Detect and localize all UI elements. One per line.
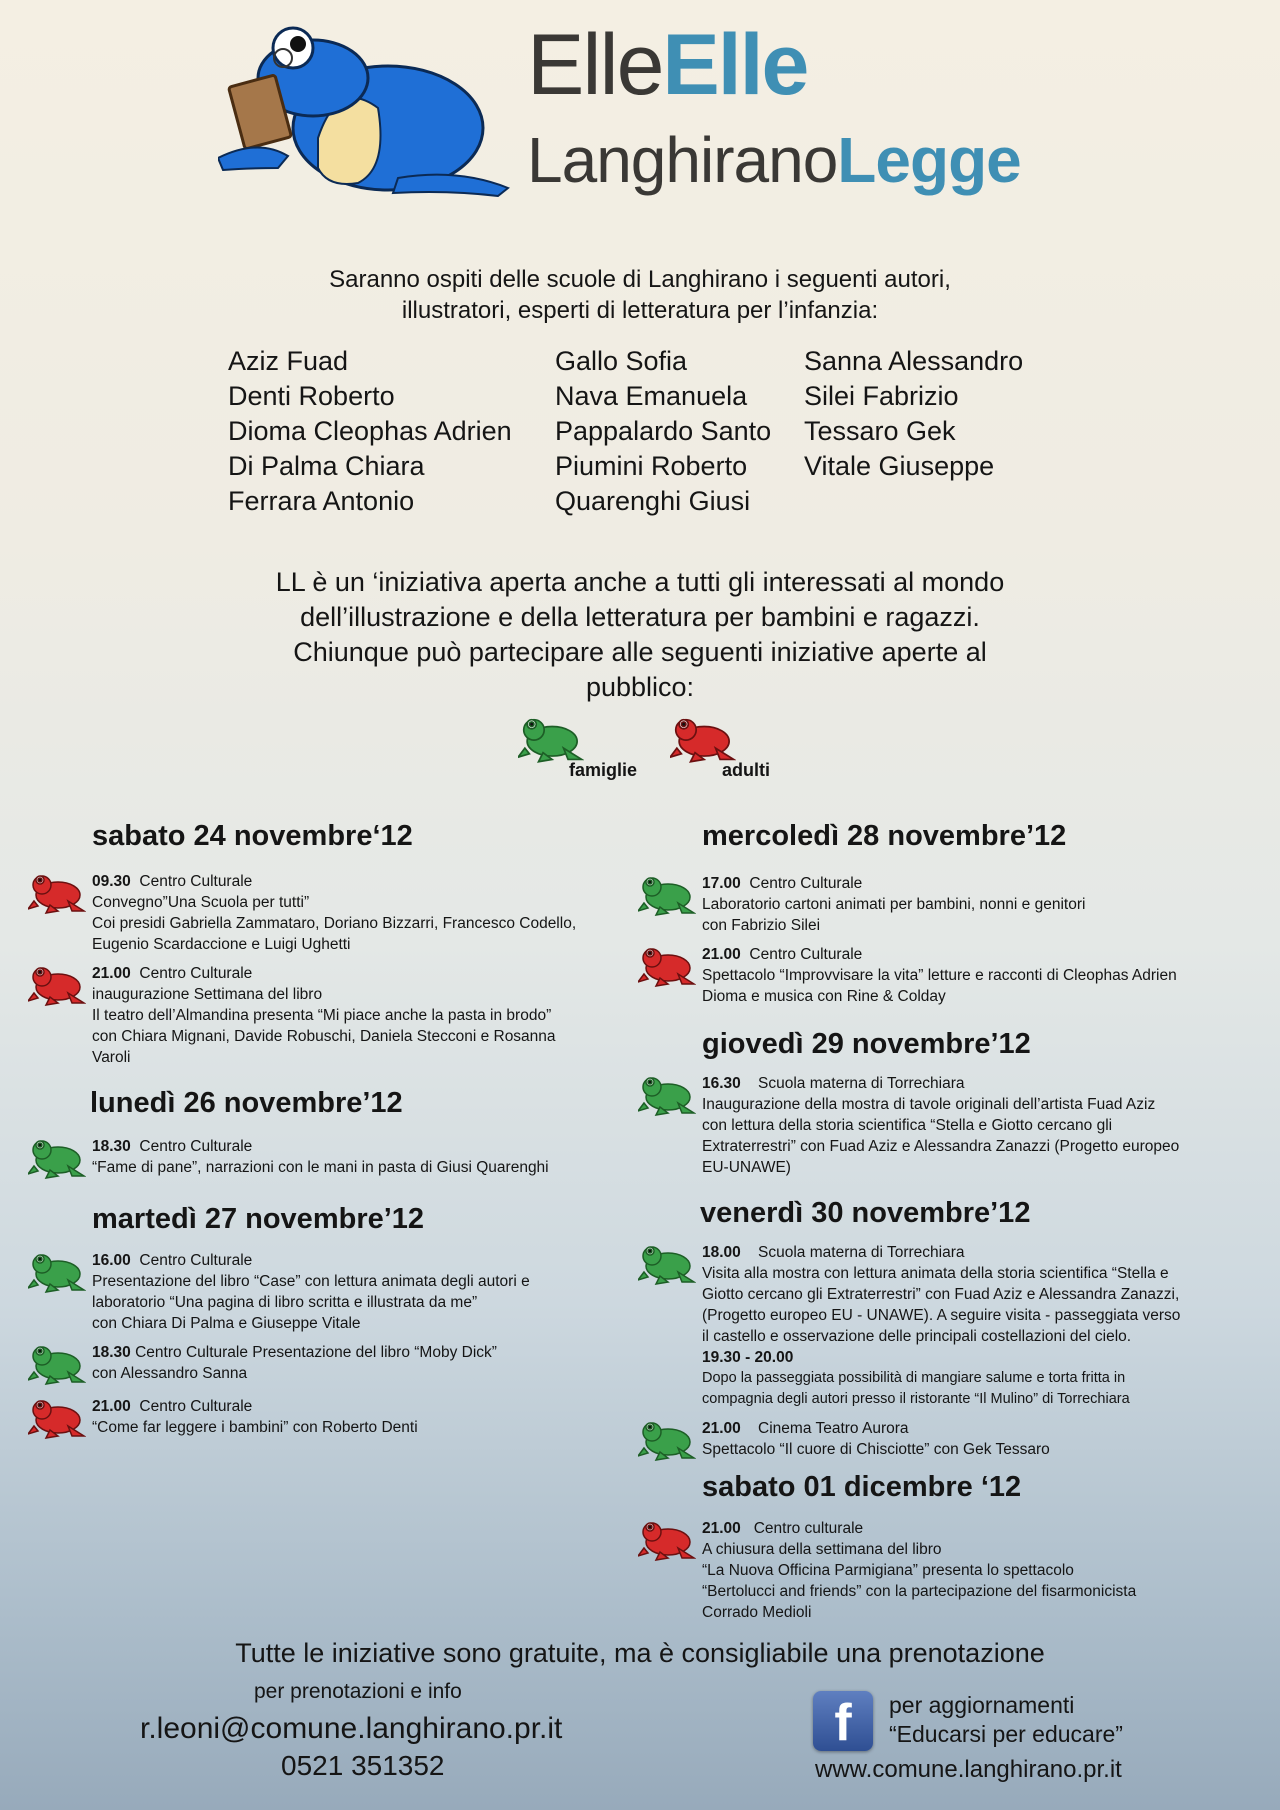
event-description: Spettacolo “Il cuore di Chisciotte” con Gek Tessaro xyxy=(702,1441,1050,1458)
author-name: Ferrara Antonio xyxy=(228,486,415,516)
event-item xyxy=(92,1396,692,1438)
event-item xyxy=(92,1136,692,1178)
event-description: con Alessandro Sanna xyxy=(92,1365,248,1382)
brand-title-part2: Elle xyxy=(662,17,808,113)
brand-title xyxy=(527,17,808,113)
event-place: Centro Culturale Presentazione del libro “Moby Dick” xyxy=(135,1344,497,1361)
event-description: “Fame di pane”, narrazioni con le mani in pasta di Giusi Quarenghi xyxy=(92,1159,549,1176)
open-line: LL è un ‘iniziativa aperta anche a tutti gli interessati al mondo xyxy=(275,567,1005,597)
green-frog-icon xyxy=(28,1342,86,1386)
event-time: 21.00 xyxy=(702,1520,741,1537)
event-description: Convegno”Una Scuola per tutti” Coi presidi Gabriella Zammataro, Doriano Bizzarri, Francesco Codello, Eugenio Scardaccione e Luigi Ughetti xyxy=(92,894,577,953)
footer-updates-line: per aggiornamenti xyxy=(889,1692,1075,1718)
green-frog-icon xyxy=(28,1136,86,1180)
event-item xyxy=(92,871,692,955)
red-frog-icon xyxy=(28,871,86,915)
author-name: Tessaro Gek xyxy=(804,416,956,446)
green-frog-icon xyxy=(638,1418,696,1462)
day-title: martedì 27 novembre’12 xyxy=(92,1203,425,1235)
event-item xyxy=(702,944,1262,1007)
legend-adults-label: adulti xyxy=(722,760,770,780)
footer-info-label: per prenotazioni e info xyxy=(254,1680,462,1703)
schedule-right-column xyxy=(702,819,1262,1623)
day-title: sabato 01 dicembre ‘12 xyxy=(702,1471,1022,1503)
day-title: giovedì 29 novembre’12 xyxy=(702,1028,1031,1060)
event-description: A chiusura della settimana del libro “La Nuova Officina Parmigiana” presenta lo spettacolo “Bertolucci and friends” con la partecipazione del fisarmonicista Corrado Medioli xyxy=(702,1541,1137,1621)
author-name: Aziz Fuad xyxy=(228,346,349,376)
intro-line: illustratori, esperti di letteratura per l’infanzia: xyxy=(401,297,879,324)
event-time: 16.30 xyxy=(702,1075,741,1092)
event-place: Centro Culturale xyxy=(749,946,863,963)
footer-updates-line: “Educarsi per educare” xyxy=(889,1721,1123,1747)
author-name: Nava Emanuela xyxy=(555,381,748,411)
event-time: 16.00 xyxy=(92,1252,131,1269)
open-initiative-text xyxy=(0,565,1280,705)
event-description: Inaugurazione della mostra di tavole originali dell’artista Fuad Aziz con lettura della storia scientifica “Stella e Giotto cercano gli Extraterrestri” con Fuad Aziz e Alessandra Zanazzi (Progetto europeo EU-UNAWE) xyxy=(702,1096,1180,1176)
event-description: inaugurazione Settimana del libro Il teatro dell’Almandina presenta “Mi piace anche la pasta in brodo” con Chiara Mignani, Davide Robuschi, Daniela Stecconi e Rosanna Varoli xyxy=(92,986,556,1066)
green-frog-icon xyxy=(638,1073,696,1117)
event-place: Centro Culturale xyxy=(139,1138,253,1155)
event-time: 21.00 xyxy=(92,965,131,982)
red-frog-icon xyxy=(638,944,696,988)
event-place: Centro culturale xyxy=(753,1520,864,1537)
brand-subtitle-part2: Legge xyxy=(837,124,1021,196)
event-item xyxy=(92,1342,692,1384)
author-name: Vitale Giuseppe xyxy=(804,451,995,481)
event-item xyxy=(702,1418,1262,1460)
event-item xyxy=(92,1250,692,1334)
authors-column-2 xyxy=(555,344,771,519)
event-item xyxy=(92,963,692,1068)
footer-free-events-note: Tutte le iniziative sono gratuite, ma è consigliabile una prenotazione xyxy=(235,1638,1045,1668)
author-name: Sanna Alessandro xyxy=(804,346,1024,376)
event-place: Scuola materna di Torrechiara xyxy=(758,1075,965,1092)
event-place: Scuola materna di Torrechiara xyxy=(758,1244,965,1261)
day-title: lunedì 26 novembre’12 xyxy=(90,1087,403,1119)
open-line: pubblico: xyxy=(585,672,695,702)
brand-subtitle xyxy=(527,124,1021,196)
green-frog-icon xyxy=(518,714,584,764)
event-time: 21.00 xyxy=(92,1398,131,1415)
intro-text xyxy=(0,264,1280,326)
red-frog-icon xyxy=(28,1396,86,1440)
event-time: 17.00 xyxy=(702,875,741,892)
event-place: Centro Culturale xyxy=(139,1252,253,1269)
authors-column-3 xyxy=(804,344,1023,484)
footer-phone: 0521 351352 xyxy=(281,1750,445,1781)
authors-column-1 xyxy=(228,344,512,519)
author-name: Gallo Sofia xyxy=(555,346,688,376)
footer-email-link[interactable]: r.leoni@comune.langhirano.pr.it xyxy=(140,1712,563,1745)
event-item xyxy=(702,1242,1262,1410)
brand-subtitle-part1: Langhirano xyxy=(527,124,838,196)
author-name: Di Palma Chiara xyxy=(228,451,425,481)
event-time: 18.30 xyxy=(92,1138,131,1155)
red-frog-icon xyxy=(638,1518,696,1562)
event-item xyxy=(702,1518,1262,1623)
event-description: “Come far leggere i bambini” con Roberto Denti xyxy=(92,1419,418,1436)
event-description-secondary: Dopo la passeggiata possibilità di mangiare salume e torta fritta in compagnia degli autori presso il ristorante “Il Mulino” di Torrechiara xyxy=(702,1370,1130,1407)
event-description: Spettacolo “Improvvisare la vita” letture e racconti di Cleophas Adrien Dioma e musica con Rine & Colday xyxy=(702,967,1177,1005)
day-title: sabato 24 novembre‘12 xyxy=(92,820,413,852)
intro-line: Saranno ospiti delle scuole di Langhirano i seguenti autori, xyxy=(329,266,951,293)
open-line: dell’illustrazione e della letteratura per bambini e ragazzi. xyxy=(300,602,980,632)
author-name: Quarenghi Giusi xyxy=(555,486,751,516)
red-frog-icon xyxy=(670,714,736,764)
event-description: Presentazione del libro “Case” con lettura animata degli autori e laboratorio “Una pagina di libro scritta e illustrata da me” con Chiara Di Palma e Giuseppe Vitale xyxy=(92,1273,530,1332)
event-description: Visita alla mostra con lettura animata della storia scientifica “Stella e Giotto cercano gli Extraterrestri” con Fuad Aziz e Alessandra Zanazzi, (Progetto europeo EU - UNAWE). A seguire visita - passeggiata verso il castello e osservazione delle principali costellazioni del cielo. xyxy=(702,1265,1181,1345)
event-time: 09.30 xyxy=(92,873,131,890)
event-time: 18.00 xyxy=(702,1244,741,1261)
author-name: Pappalardo Santo xyxy=(555,416,772,446)
footer-updates-text xyxy=(889,1691,1123,1749)
event-time: 18.30 xyxy=(92,1344,131,1361)
event-place: Centro Culturale xyxy=(139,1398,253,1415)
brand-title-part1: Elle xyxy=(527,17,663,113)
green-frog-icon xyxy=(638,873,696,917)
author-name: Silei Fabrizio xyxy=(804,381,959,411)
red-frog-icon xyxy=(28,963,86,1007)
frog-reading-logo-icon xyxy=(218,18,518,198)
event-place: Centro Culturale xyxy=(139,965,253,982)
event-description: Laboratorio cartoni animati per bambini, nonni e genitori con Fabrizio Silei xyxy=(702,896,1086,934)
event-time: 21.00 xyxy=(702,946,741,963)
facebook-icon[interactable]: f xyxy=(813,1691,873,1751)
schedule-left-column xyxy=(92,819,692,1438)
day-title: venerdì 30 novembre’12 xyxy=(700,1197,1031,1229)
event-time-secondary: 19.30 - 20.00 xyxy=(702,1349,794,1366)
open-line: Chiunque può partecipare alle seguenti iniziative aperte al xyxy=(293,637,987,667)
event-item xyxy=(702,873,1262,936)
author-name: Dioma Cleophas Adrien xyxy=(228,416,512,446)
footer-website-link[interactable]: www.comune.langhirano.pr.it xyxy=(815,1756,1122,1783)
author-name: Denti Roberto xyxy=(228,381,395,411)
event-time: 21.00 xyxy=(702,1420,741,1437)
day-title: mercoledì 28 novembre’12 xyxy=(702,820,1067,852)
event-place: Centro Culturale xyxy=(749,875,863,892)
event-place: Cinema Teatro Aurora xyxy=(758,1420,909,1437)
event-item xyxy=(702,1073,1262,1178)
event-place: Centro Culturale xyxy=(139,873,253,890)
green-frog-icon xyxy=(28,1250,86,1294)
author-name: Piumini Roberto xyxy=(555,451,748,481)
green-frog-icon xyxy=(638,1242,696,1286)
legend-families-label: famiglie xyxy=(569,760,638,780)
